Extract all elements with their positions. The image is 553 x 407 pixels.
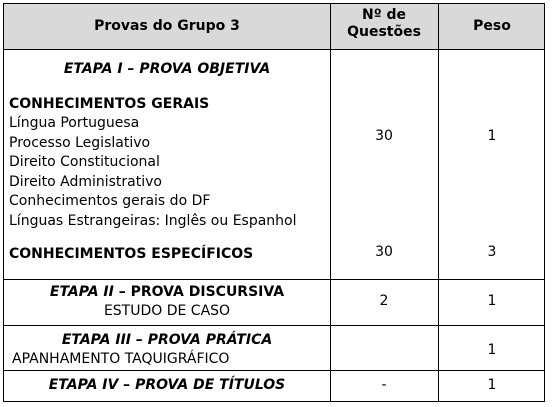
subject-item: Direito Constitucional	[9, 154, 160, 170]
row-divider	[4, 49, 544, 50]
etapa2-weight: 1	[487, 293, 497, 309]
subject-item: Conhecimentos gerais do DF	[9, 193, 211, 209]
etapa2-subtitle: ESTUDO DE CASO	[103, 303, 231, 319]
especificos-questions: 30	[375, 244, 393, 260]
etapa4-questions: -	[381, 377, 387, 393]
row-divider	[4, 370, 544, 371]
subject-item: Direito Administrativo	[9, 173, 162, 190]
subjects-list	[9, 114, 297, 231]
row-divider	[4, 279, 544, 280]
header-peso: Peso	[473, 18, 511, 34]
row-divider	[4, 325, 544, 326]
column-divider	[330, 4, 331, 401]
gerais-questions: 30	[375, 128, 393, 144]
etapa1-title: ETAPA I – PROVA OBJETIVA	[63, 61, 271, 77]
etapa3-weight: 1	[487, 342, 497, 358]
gerais-weight: 1	[487, 128, 497, 144]
header-provas: Provas do Grupo 3	[94, 18, 240, 34]
etapa3-subtitle: APANHAMENTO TAQUIGRÁFICO	[12, 351, 230, 367]
etapa2-title: ETAPA II – PROVA DISCURSIVA	[49, 284, 285, 300]
subject-item: Língua Portuguesa	[9, 115, 140, 131]
subject-item: Línguas Estrangeiras: Inglês ou Espanhol	[9, 212, 297, 229]
etapa2-questions: 2	[379, 293, 389, 309]
etapa3-title: ETAPA III – PROVA PRÁTICA	[61, 332, 273, 348]
especificos-weight: 3	[487, 244, 497, 260]
subject-item: Processo Legislativo	[9, 134, 151, 151]
etapa4-title: ETAPA IV – PROVA DE TÍTULOS	[48, 377, 286, 393]
header-questoes: Nº de Questões	[347, 7, 421, 40]
etapa4-weight: 1	[487, 377, 497, 393]
conhecimentos-especificos-title: CONHECIMENTOS ESPECÍFICOS	[9, 246, 254, 262]
conhecimentos-gerais-title: CONHECIMENTOS GERAIS	[9, 96, 210, 112]
exam-table	[3, 3, 545, 402]
